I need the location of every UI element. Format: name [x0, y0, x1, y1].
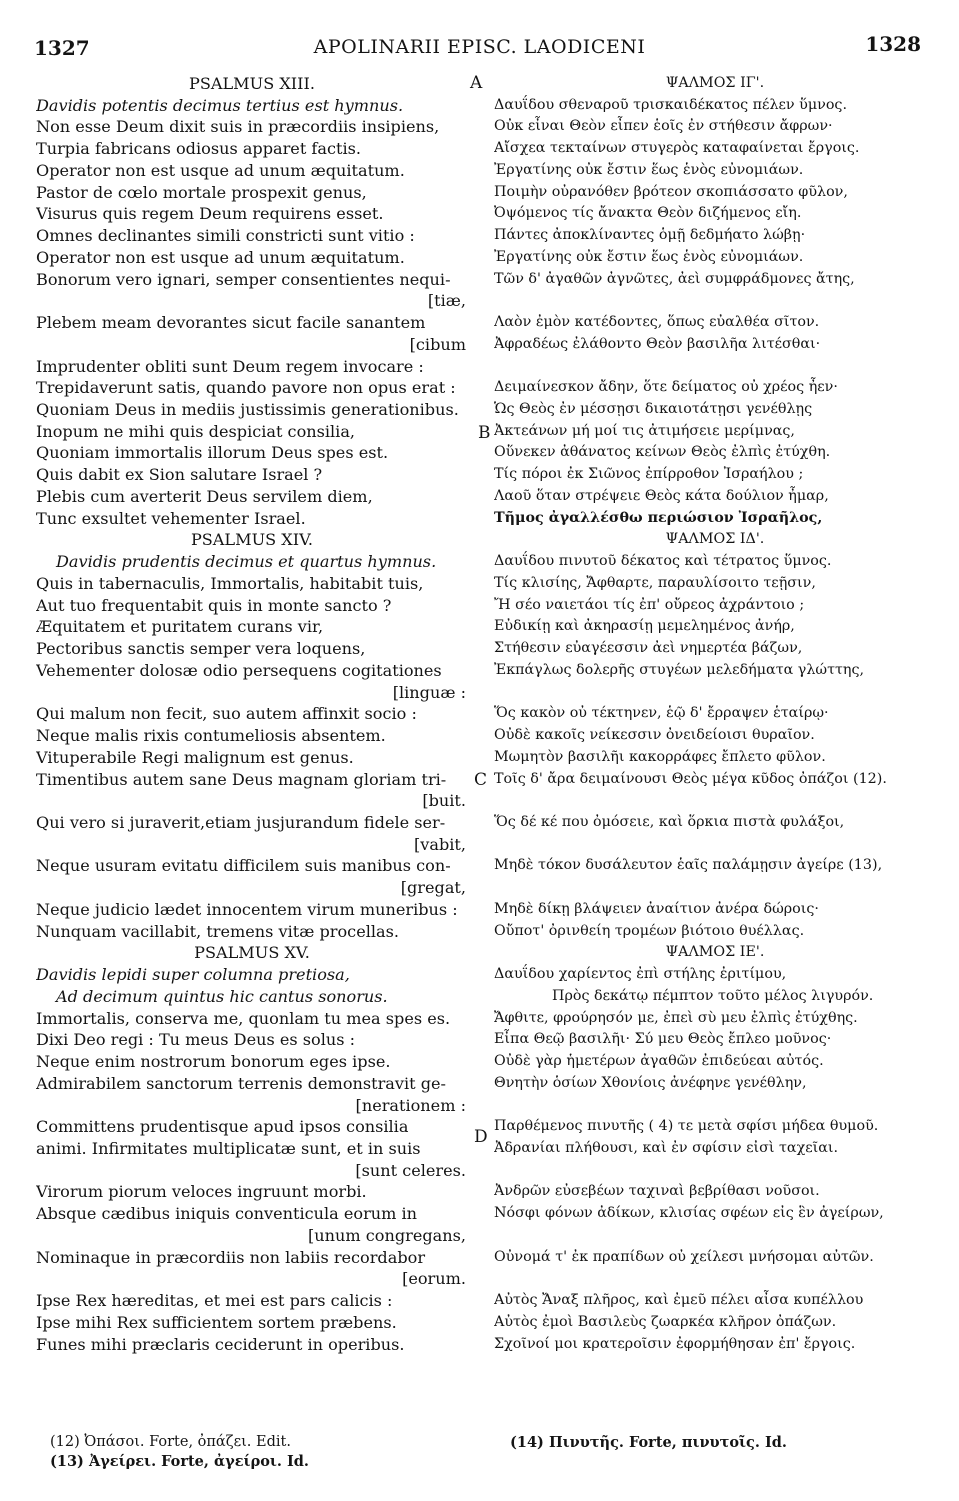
- latin-verse: Qui vero si juraverit,etiam jusjurandum fidele ser-: [36, 812, 446, 832]
- psalm-subtitle: Davidis potentis decimus tertius est hymnus.: [36, 95, 404, 115]
- greek-verse: Θνητὴν ὁσίων Χθονίοις ἀνέφηνε γενέθλην,: [494, 1074, 807, 1091]
- page-title: APOLINARII EPISC. LAODICENI: [313, 36, 646, 58]
- greek-blank-line: [494, 790, 936, 812]
- greek-verse: Εἶπα Θεῷ βασιλῆι· Σύ μευ Θεὸς ἔπλεο μοῦνος·: [494, 1031, 832, 1048]
- psalm-subtitle: Davidis lepidi super columna pretiosa,: [36, 965, 350, 985]
- greek-verse: Αἴσχεα τεκταίνων στυγερὸς καταφαίνεται ἔργοις.: [494, 140, 860, 157]
- greek-verse: Ὅς δέ κέ που ὀμόσειε, καὶ ὅρκια πιστὰ φυλάξοι,: [494, 813, 845, 830]
- latin-verse: Inopum ne mihi quis despiciat consilia,: [36, 421, 356, 441]
- greek-blank-line: [494, 1095, 936, 1117]
- footnote: (14) Πινυτῆς. Forte, πινυτοῖς. Id.: [510, 1434, 787, 1451]
- footnote: (12) Ὀπάσοι. Forte, ὀπάζει. Edit.: [50, 1434, 291, 1450]
- greek-blank-line: [494, 1160, 936, 1182]
- greek-verse: Δαυΐδου σθεναροῦ τρισκαιδέκατος πέλεν ὕμνος.: [494, 96, 847, 113]
- margin-marker-b: B: [478, 423, 491, 443]
- greek-verse: Ποιμὴν οὐρανόθεν βρότεον σκοπιάσσατο φῦλον,: [494, 183, 848, 200]
- footnotes-left: [50, 1433, 309, 1471]
- greek-verse: Οὐδὲ κακοῖς νείκεσσιν ὀνειδείοισι θυραῖον.: [494, 727, 815, 744]
- greek-verse: Μηδὲ τόκον δυσάλευτον ἑαῖς παλάμῃσιν ἀγείρε (13),: [494, 857, 883, 874]
- greek-verse: Πάντες ἀποκλίναντες ὁμῇ δεδμήατο λώβῃ·: [494, 227, 806, 244]
- greek-blank-line: [494, 1225, 936, 1247]
- greek-blank-line: [494, 1268, 936, 1290]
- greek-verse: Δαυΐδου πινυτοῦ δέκατος καὶ τέτρατος ὕμνος.: [494, 553, 832, 570]
- latin-verse-continuation: [tiæ,: [427, 291, 466, 311]
- greek-blank-line: [494, 356, 936, 378]
- greek-verse: Ἀκτεάνων μή μοί τις ἀτιμήσειε μερίμνας,: [494, 422, 795, 439]
- latin-verse-continuation: [gregat,: [400, 878, 466, 898]
- latin-verse: Pastor de cœlo mortale prospexit genus,: [36, 182, 367, 202]
- greek-verse: Ἐργατίνης οὐκ ἔστιν ἕως ἑνὸς εὐνομιάων.: [494, 248, 804, 265]
- greek-verse: Οὔποτ' ὀρινθείη τρομέων βιότοιο θυέλλας.: [494, 922, 805, 939]
- latin-verse: Bonorum vero ignari, semper consentientes nequi-: [36, 269, 451, 289]
- greek-verse: Πρὸς δεκάτῳ πέμπτον τοῦτο μέλος λιγυρόν.: [552, 987, 874, 1004]
- margin-marker-d: D: [474, 1127, 488, 1147]
- greek-verse: Τίς κλισίης, Ἄφθαρτε, παραυλίσοιτο τεῇσιν,: [494, 574, 816, 591]
- latin-verse-continuation: [unum congregans,: [308, 1225, 466, 1245]
- latin-verse: Quoniam immortalis illorum Deus spes est.: [36, 443, 389, 463]
- greek-verse: Παρθέμενος πινυτῆς ( 4) τε μετὰ σφίσι μήδεα θυμοῦ.: [494, 1118, 879, 1135]
- latin-verse: Plebis cum averterit Deus servilem diem,: [36, 486, 373, 506]
- latin-verse-continuation: [nerationem :: [355, 1095, 466, 1115]
- greek-verse: Ἀδρανίαι πλήθουσι, καὶ ἐν σφίσιν εἰσὶ ταχεῖαι.: [494, 1139, 839, 1156]
- greek-blank-line: [494, 877, 936, 899]
- latin-verse: Omnes declinantes simili constricti sunt vitio :: [36, 226, 415, 246]
- latin-verse: Visurus quis regem Deum requirens esset.: [36, 204, 384, 224]
- latin-verse-continuation: [linguæ :: [392, 682, 466, 702]
- latin-verse: Immortalis, conserva me, quonlam tu mea spes es.: [36, 1008, 451, 1028]
- latin-verse: Quis dabit ex Sion salutare Israel ?: [36, 465, 323, 485]
- greek-column: [494, 73, 936, 1355]
- greek-verse: Αὐτὸς Ἄναξ πλῆρος, καὶ ἐμεῦ πέλει αἶσα κυπέλλου: [494, 1292, 864, 1309]
- latin-verse: Absque cædibus iniquis conventicula eorum in: [36, 1204, 418, 1224]
- latin-verse: Qui malum non fecit, suo autem affinxit socio :: [36, 704, 417, 724]
- latin-verse-continuation: [sunt celeres.: [355, 1160, 466, 1180]
- latin-verse: Quoniam Deus in mediis justissimis generationibus.: [36, 400, 459, 420]
- latin-verse-continuation: [cibum: [409, 334, 466, 354]
- latin-verse: Nominaque in præcordiis non labiis recordabor: [36, 1247, 426, 1267]
- greek-blank-line: [494, 682, 936, 704]
- latin-verse: Operator non est usque ad unum æquitatum.: [36, 160, 405, 180]
- latin-verse: Timentibus autem sane Deus magnam gloriam tri-: [36, 769, 447, 789]
- latin-verse: Pectoribus sanctis semper vera loquens,: [36, 639, 366, 659]
- psalm-heading: PSALMUS XIII.: [189, 74, 315, 93]
- latin-verse: Funes mihi præclaris ceciderunt in operibus.: [36, 1334, 405, 1354]
- latin-column: [36, 73, 468, 1355]
- greek-verse: Ἄφθιτε, φρούρησόν με, ἐπεὶ σὺ μευ ἐλπὶς ἐτύχθης.: [494, 1009, 858, 1026]
- latin-verse: Tunc exsultet vehementer Israel.: [36, 508, 306, 528]
- greek-verse: Ἀφραδέως ἐλάθοντο Θεὸν βασιλῆα λιτέσθαι·: [494, 335, 821, 352]
- greek-verse: Λαὸν ἐμὸν κατέδοντες, ὅπως εὐαλθέα σῖτον.: [494, 314, 820, 331]
- latin-verse: Committens prudentisque apud ipsos consilia: [36, 1117, 409, 1137]
- latin-verse-continuation: [buit.: [422, 791, 466, 811]
- latin-verse: Neque malis rixis contumeliosis absentem.: [36, 726, 386, 746]
- latin-verse: Aut tuo frequentabit quis in monte sancto ?: [36, 595, 392, 615]
- psalm-heading: PSALMUS XV.: [194, 943, 310, 963]
- margin-marker-a: A: [470, 73, 483, 93]
- latin-verse: Virorum piorum veloces ingruunt morbi.: [36, 1182, 367, 1202]
- psalm-heading-greek: ΨΑΛΜΟΣ ΙΓ'.: [665, 75, 765, 91]
- greek-verse: Ὀψόμενος τίς ἄνακτα Θεὸν διζήμενος εἴη.: [494, 205, 802, 222]
- psalm-heading-greek: ΨΑΛΜΟΣ ΙΔ'.: [665, 531, 765, 548]
- latin-verse-continuation: [eorum.: [402, 1269, 466, 1289]
- greek-verse: Τῶν δ' ἀγαθῶν ἀγνῶτες, ἀεὶ συμφράδμονες ἄτης,: [494, 270, 855, 287]
- greek-verse: Μωμητὸν βασιλῆι κακορράφες ἔπλετο φῦλον.: [494, 748, 826, 765]
- latin-verse: Ipse mihi Rex sufficientem sortem præbens.: [36, 1312, 397, 1332]
- latin-verse: Æquitatem et puritatem curans vir,: [36, 617, 324, 637]
- greek-verse: Λαοῦ ὅταν στρέψειε Θεὸς κάτα δούλιον ἦμαρ,: [494, 487, 829, 504]
- latin-verse: Vituperabile Regi malignum est genus.: [36, 747, 354, 767]
- greek-verse: Στήθεσιν εὐαγέεσσιν ἀεὶ νημερτέα βάζων,: [494, 640, 803, 657]
- latin-verse: Imprudenter obliti sunt Deum regem invocare :: [36, 356, 424, 376]
- latin-verse: Neque enim nostrorum bonorum eges ipse.: [36, 1052, 391, 1072]
- latin-verse: Neque judicio lædet innocentem virum muneribus :: [36, 899, 458, 919]
- greek-verse: Τῆμος ἀγαλλέσθω περιώσιον Ἰσραῆλος,: [494, 509, 823, 526]
- page-number-right: 1328: [865, 32, 921, 56]
- latin-verse: Dixi Deo regi : Tu meus Deus es solus :: [36, 1030, 356, 1050]
- greek-verse: Σχοῖνοί μοι κρατεροῖσιν ἐφορμήθησαν ἐπ' ἔργοις.: [494, 1335, 856, 1352]
- greek-verse: Ὡς Θεὸς ἐν μέσσῃσι δικαιοτάτῃσι γενέθλῃς: [494, 401, 813, 418]
- greek-verse: Μηδὲ δίκῃ βλάψειεν ἀναίτιον ἀνέρα δώροις·: [494, 900, 819, 917]
- greek-verse: Δαυΐδου χαρίεντος ἐπὶ στήλης ἐριτίμου,: [494, 966, 787, 983]
- greek-verse: Οὐνομά τ' ἐκ πραπίδων οὐ χείλεσι μνήσομαι αὐτῶν.: [494, 1248, 874, 1265]
- greek-blank-line: [494, 290, 936, 312]
- greek-verse: Αὐτὸς ἐμοὶ Βασιλεὺς ζωαρκέα κλῆρον ὀπάζων.: [494, 1313, 837, 1330]
- latin-verse: Trepidaverunt satis, quando pavore non opus erat :: [36, 378, 456, 398]
- footnote: (13) Ἀγείρει. Forte, ἀγείροι. Id.: [50, 1453, 309, 1470]
- greek-verse: Οὕνεκεν ἀθάνατος κείνων Θεὸς ἐλπὶς ἐτύχθη.: [494, 444, 831, 461]
- greek-verse: Ἐργατίνης οὐκ ἔστιν ἕως ἑνὸς εὐνομιάων.: [494, 161, 804, 178]
- greek-verse: Ἐκπάγλως δολερῆς στυγέων μελεδήματα γλώττης,: [494, 661, 865, 678]
- greek-verse: Ὅς κακὸν οὐ τέκτηνεν, ἑῷ δ' ἔρραψεν ἑταίρῳ·: [494, 705, 829, 722]
- psalm-heading: PSALMUS XIV.: [190, 530, 314, 550]
- greek-blank-line: [494, 834, 936, 856]
- latin-verse: Operator non est usque ad unum æquitatum.: [36, 247, 405, 267]
- page-header: [0, 32, 959, 66]
- latin-verse: Turpia fabricans odiosus apparet factis.: [36, 139, 361, 159]
- latin-verse: Neque usuram evitatu difficilem suis manibus con-: [36, 856, 451, 876]
- latin-verse: animi. Infirmitates multiplicatæ sunt, et in suis: [36, 1138, 421, 1158]
- greek-verse: Τοῖς δ' ἄρα δειμαίνουσι Θεὸς μέγα κῦδος ὀπάζοι (12).: [494, 770, 887, 787]
- greek-verse: Τίς πόροι ἐκ Σιῶνος ἐπίρροθον Ἰσραήλου ;: [494, 466, 804, 483]
- latin-verse-continuation: [vabit,: [414, 834, 466, 854]
- latin-verse: Quis in tabernaculis, Immortalis, habitabit tuis,: [36, 573, 424, 593]
- page-number-left: 1327: [34, 36, 90, 60]
- latin-verse: Ipse Rex hæreditas, et mei est pars calicis :: [36, 1291, 393, 1311]
- latin-verse: Admirabilem sanctorum terrenis demonstravit ge-: [36, 1073, 446, 1093]
- latin-verse: Vehementer dolosæ odio persequens cogitationes: [36, 660, 442, 680]
- psalm-subtitle: Davidis prudentis decimus et quartus hymnus.: [56, 552, 437, 572]
- psalm-heading-greek: ΨΑΛΜΟΣ ΙΕ'.: [665, 944, 765, 961]
- greek-verse: Δειμαίνεσκον ἄδην, ὅτε δείματος οὐ χρέος ἦεν·: [494, 379, 838, 396]
- latin-verse: Nunquam vacillabit, tremens vitæ procellas.: [36, 921, 399, 941]
- greek-verse: Οὐκ εἶναι Θεὸν εἶπεν ἑοῖς ἐν στήθεσιν ἄφρων·: [494, 118, 833, 135]
- greek-verse: Νόσφι φόνων ἀδίκων, κλισίας σφέων εἰς ἓν ἀγείρων,: [494, 1205, 884, 1222]
- greek-verse: Εὐδικίῃ καὶ ἀκηρασίῃ μεμελημένος ἀνήρ,: [494, 618, 795, 635]
- greek-verse: Οὐδὲ γὰρ ἡμετέρων ἀγαθῶν ἐπιδεύεαι αὐτός.: [494, 1053, 824, 1070]
- latin-verse: Plebem meam devorantes sicut facile sanantem: [36, 313, 426, 333]
- margin-marker-c: C: [474, 770, 488, 790]
- greek-verse: Ἀνδρῶν εὐσεβέων ταχιναὶ βεβρίθασι νοῦσοι.: [494, 1183, 820, 1200]
- footnotes-right: [510, 1433, 787, 1452]
- latin-verse: Non esse Deum dixit suis in præcordiis insipiens,: [36, 117, 440, 137]
- greek-verse: Ἤ σέο ναιετάοι τίς ἐπ' οὔρεος ἀχράντοιο ;: [494, 596, 805, 613]
- psalm-subtitle: Ad decimum quintus hic cantus sonorus.: [56, 986, 388, 1006]
